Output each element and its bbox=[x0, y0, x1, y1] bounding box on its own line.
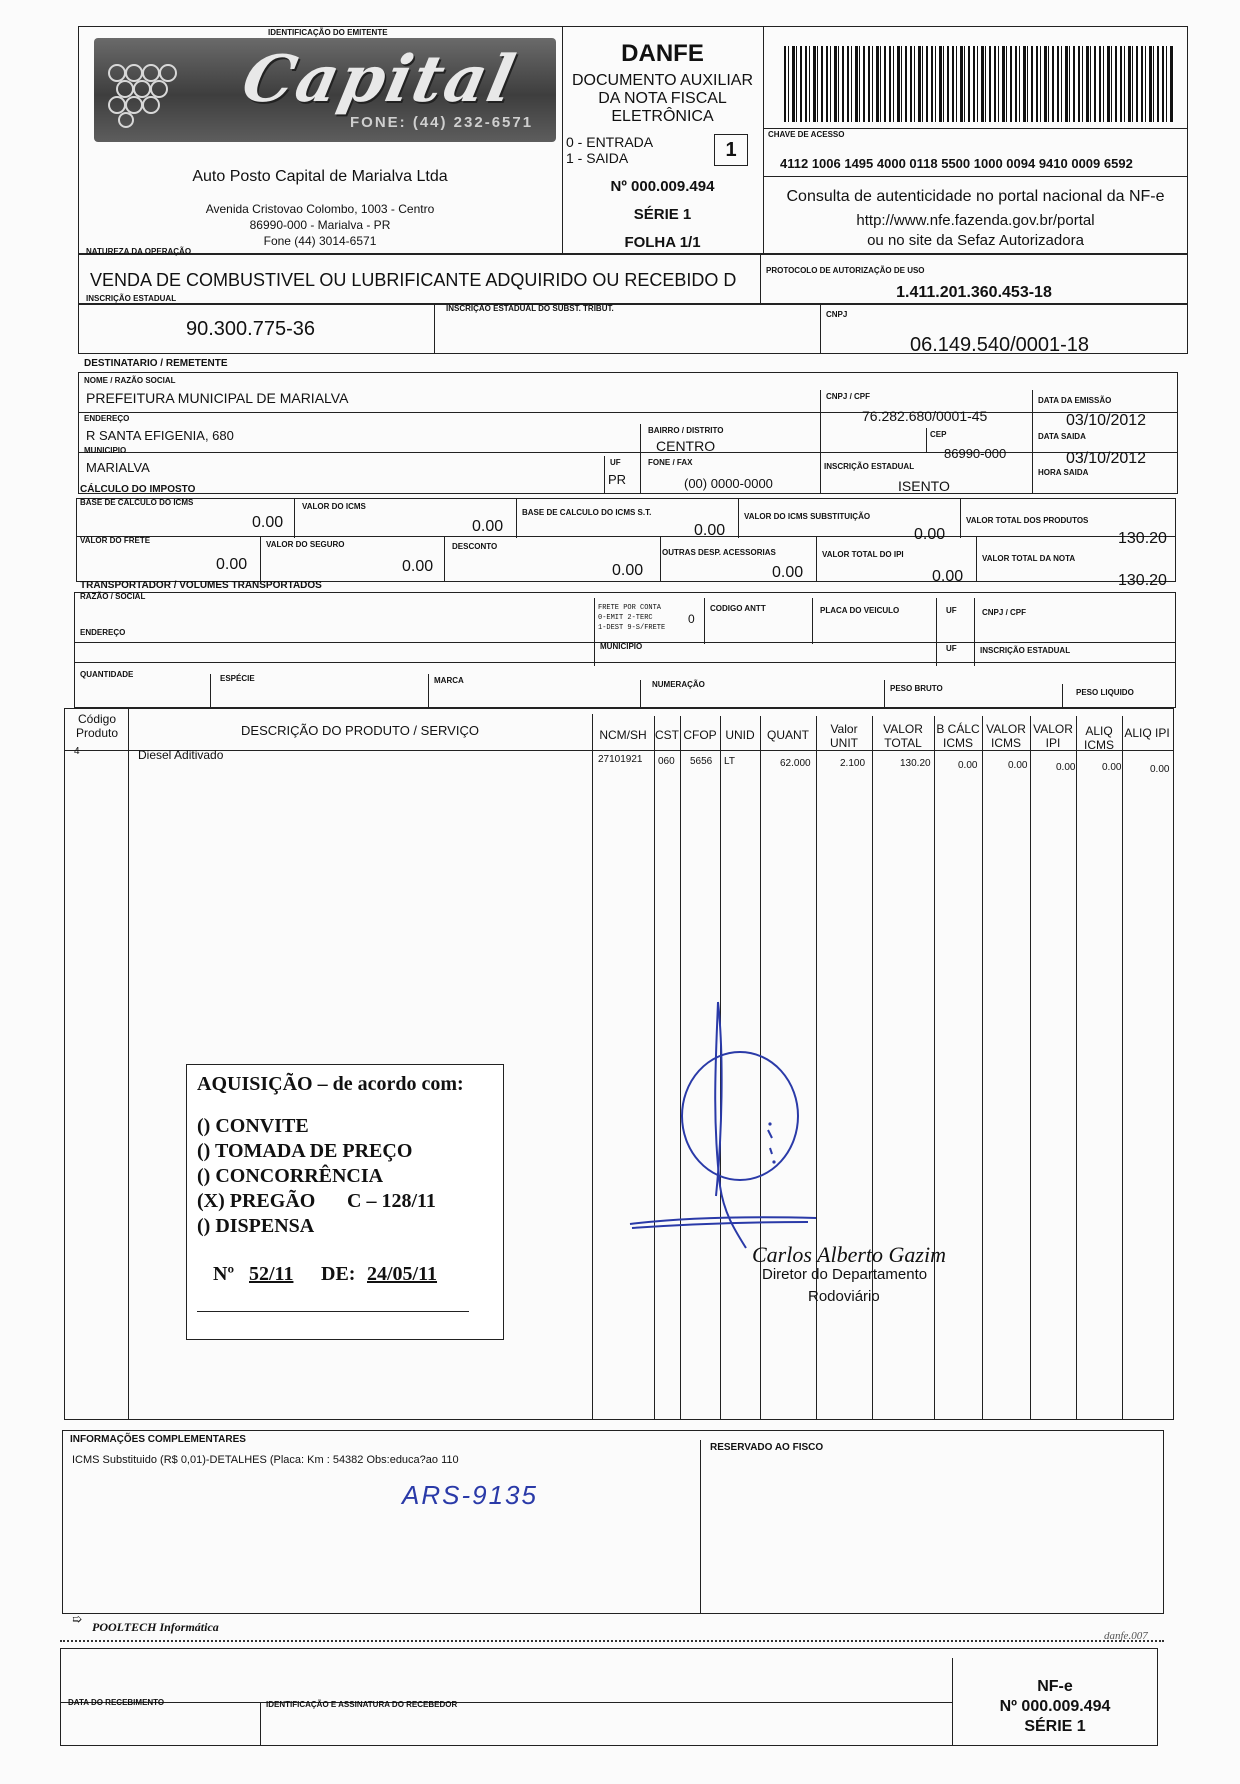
col-cfop: CFOP bbox=[683, 728, 717, 742]
dest-uf-label: UF bbox=[610, 458, 621, 467]
row-bcalc-icms: 0.00 bbox=[958, 760, 978, 771]
col-unid: UNID bbox=[725, 728, 755, 742]
danfe-entrada: 0 - ENTRADA bbox=[566, 134, 654, 150]
emit-cnpj-value: 06.149.540/0001-18 bbox=[910, 334, 1090, 356]
frete: 0.00 bbox=[216, 556, 248, 573]
chave-label: CHAVE DE ACESSO bbox=[768, 130, 845, 139]
ie-value: 90.300.775-36 bbox=[186, 318, 316, 340]
handwritten-plate: ARS-9135 bbox=[402, 1480, 538, 1510]
arrow-icon: ➯ bbox=[72, 1612, 83, 1626]
ie-label: INSCRIÇÃO ESTADUAL bbox=[86, 294, 177, 303]
marca-label: MARCA bbox=[434, 676, 464, 685]
frete-label: VALOR DO FRETE bbox=[80, 536, 151, 545]
dest-saida-label: DATA SAIDA bbox=[1038, 432, 1086, 441]
row-ncm: 27101921 bbox=[598, 754, 643, 765]
danfe-subtitle3: ELETRÔNICA bbox=[611, 108, 714, 125]
dest-ie-label: INSCRIÇÃO ESTADUAL bbox=[824, 462, 915, 471]
row-descricao: Diesel Aditivado bbox=[138, 748, 224, 762]
numeracao-label: NUMERAÇÃO bbox=[652, 680, 705, 689]
form-id: danfe.007 bbox=[1104, 1630, 1148, 1642]
imposto-section-label: CÁLCULO DO IMPOSTO bbox=[80, 484, 196, 495]
col-quant: QUANT bbox=[767, 728, 809, 742]
danfe-subtitle2: DA NOTA FISCAL bbox=[598, 90, 727, 107]
stamp-option-concorrencia: () CONCORRÊNCIA bbox=[197, 1165, 384, 1187]
stamp-data-prefix: DE: bbox=[321, 1263, 356, 1285]
seguro-label: VALOR DO SEGURO bbox=[266, 540, 345, 549]
col-ncm: NCM/SH bbox=[599, 728, 647, 742]
grape-icon bbox=[102, 58, 192, 128]
signature bbox=[620, 996, 820, 1256]
base-st-label: BASE DE CALCULO DO ICMS S.T. bbox=[522, 508, 652, 517]
col-bcalc-icms: B CÁLC ICMS bbox=[936, 722, 980, 750]
row-cst: 060 bbox=[658, 756, 675, 767]
stamp-option-dispensa: () DISPENSA bbox=[197, 1215, 315, 1237]
col-valor-unit: Valor UNIT bbox=[830, 722, 858, 750]
col-descricao: DESCRIÇÃO DO PRODUTO / SERVIÇO bbox=[241, 723, 479, 738]
antt-label: CODIGO ANTT bbox=[710, 604, 766, 613]
outras-label: OUTRAS DESP. ACESSORIAS bbox=[662, 548, 776, 557]
transp-endereco-label: ENDEREÇO bbox=[80, 628, 126, 637]
complementares-label: INFORMAÇÕES COMPLEMENTARES bbox=[70, 1434, 246, 1445]
col-aliq-ipi: ALIQ IPI bbox=[1124, 726, 1170, 740]
transp-cnpj-label: CNPJ / CPF bbox=[982, 608, 1027, 617]
col-valor-icms: VALOR ICMS bbox=[986, 722, 1026, 750]
consulta-line1: Consulta de autenticidade no portal nacional da NF-e bbox=[786, 188, 1165, 205]
stamp-pregao-ref: C – 128/11 bbox=[347, 1190, 436, 1212]
aquisicao-stamp bbox=[186, 1064, 504, 1340]
stamp-option-tomada: () TOMADA DE PREÇO bbox=[197, 1140, 413, 1162]
outras: 0.00 bbox=[772, 564, 804, 581]
dest-municipio-label: MUNICIPIO bbox=[84, 446, 127, 455]
dest-nome: PREFEITURA MUNICIPAL DE MARIALVA bbox=[86, 390, 349, 406]
row-cfop: 5656 bbox=[690, 756, 713, 767]
protocolo-label: PROTOCOLO DE AUTORIZAÇÃO DE USO bbox=[766, 266, 925, 275]
fisco-label: RESERVADO AO FISCO bbox=[710, 1442, 824, 1453]
dest-emissao-label: DATA DA EMISSÃO bbox=[1038, 396, 1112, 405]
natureza-value: VENDA DE COMBUSTIVEL OU LUBRIFICANTE ADQUIRIDO OU RECEBIDO D bbox=[90, 270, 737, 290]
emitente-section-label: IDENTIFICAÇÃO DO EMITENTE bbox=[268, 28, 388, 37]
natureza-label: NATUREZA DA OPERAÇÃO bbox=[86, 247, 192, 256]
dest-nome-label: NOME / RAZÃO SOCIAL bbox=[84, 376, 176, 385]
valor-st-label: VALOR DO ICMS SUBSTITUIÇÃO bbox=[744, 512, 871, 521]
dest-municipio: MARIALVA bbox=[86, 460, 150, 475]
footer-nfe: NF-e bbox=[1037, 1678, 1073, 1695]
row-valor-ipi: 0.00 bbox=[1056, 762, 1076, 773]
consulta-line3: ou no site da Sefaz Autorizadora bbox=[867, 232, 1084, 249]
software-credit: POOLTECH Informática bbox=[92, 1620, 219, 1634]
company-logo bbox=[94, 38, 556, 142]
emitente-address1: Avenida Cristovao Colombo, 1003 - Centro bbox=[205, 202, 435, 216]
dest-endereco-label: ENDEREÇO bbox=[84, 414, 130, 423]
col-cst: CST bbox=[655, 728, 679, 742]
identificacao-label: IDENTIFICAÇÃO E ASSINATURA DO RECEBEDOR bbox=[266, 1700, 458, 1709]
frete-por-conta-l1: FRETE POR CONTA bbox=[598, 604, 662, 612]
peso-liquido-label: PESO LIQUIDO bbox=[1076, 688, 1134, 697]
transp-municipio-label: MUNICIPIO bbox=[600, 642, 643, 651]
dest-ie: ISENTO bbox=[898, 478, 950, 494]
dest-uf: PR bbox=[608, 472, 627, 487]
signatory-role2: Rodoviário bbox=[808, 1288, 880, 1305]
dest-section-label: DESTINATARIO / REMETENTE bbox=[84, 358, 228, 369]
total-prod: 130.20 bbox=[1118, 530, 1167, 547]
recebimento-label: DATA DO RECEBIMENTO bbox=[68, 1698, 165, 1707]
dest-emissao: 03/10/2012 bbox=[1066, 412, 1147, 429]
razao-label: RAZÃO / SOCIAL bbox=[80, 592, 146, 601]
frete-por-conta-value: 0 bbox=[688, 612, 695, 626]
ipi-label: VALOR TOTAL DO IPI bbox=[822, 550, 904, 559]
base-icms: 0.00 bbox=[252, 514, 284, 531]
emitente-phone: Fone (44) 3014-6571 bbox=[263, 234, 377, 248]
dest-cnpj-label: CNPJ / CPF bbox=[826, 392, 871, 401]
row-codigo: 4 bbox=[74, 746, 80, 757]
stamp-numero-prefix: Nº bbox=[213, 1263, 235, 1285]
stamp-option-pregao: (X) PREGÃO bbox=[197, 1190, 316, 1212]
row-unid: LT bbox=[724, 756, 735, 767]
danfe-subtitle1: DOCUMENTO AUXILIAR bbox=[571, 72, 754, 89]
dest-bairro-label: BAIRRO / DISTRITO bbox=[648, 426, 724, 435]
transp-uf-label: UF bbox=[946, 606, 957, 615]
cut-line bbox=[60, 1640, 1164, 1642]
danfe-folha: FOLHA 1/1 bbox=[624, 234, 701, 251]
base-st: 0.00 bbox=[694, 522, 726, 539]
footer-numero: Nº 000.009.494 bbox=[999, 1698, 1111, 1715]
dest-fone: (00) 0000-0000 bbox=[684, 476, 773, 491]
danfe-title: DANFE bbox=[621, 40, 704, 67]
dest-hora-label: HORA SAIDA bbox=[1038, 468, 1089, 477]
stamp-title: AQUISIÇÃO – de acordo com: bbox=[197, 1073, 464, 1095]
emitente-name: Auto Posto Capital de Marialva Ltda bbox=[192, 168, 448, 185]
logo-text: Capital bbox=[236, 42, 523, 117]
col-aliq-icms: ALIQ ICMS bbox=[1084, 724, 1114, 752]
row-valor-icms: 0.00 bbox=[1008, 760, 1028, 771]
col-codigo: Código Produto bbox=[75, 712, 119, 740]
logo-phone: FONE: (44) 232-6571 bbox=[350, 114, 534, 131]
valor-icms: 0.00 bbox=[472, 518, 504, 535]
danfe-numero: Nº 000.009.494 bbox=[610, 178, 715, 195]
footer-serie: SÉRIE 1 bbox=[1024, 1718, 1086, 1735]
placa-label: PLACA DO VEICULO bbox=[820, 606, 900, 615]
seguro: 0.00 bbox=[402, 558, 434, 575]
transporte-section-label: TRANSPORTADOR / VOLUMES TRANSPORTADOS bbox=[80, 580, 322, 591]
ipi: 0.00 bbox=[932, 568, 964, 585]
col-valor-ipi: VALOR IPI bbox=[1033, 722, 1073, 750]
especie-label: ESPÉCIE bbox=[220, 674, 255, 683]
danfe-tipo-box bbox=[714, 134, 748, 166]
danfe-serie: SÉRIE 1 bbox=[633, 206, 692, 223]
iest-label: INSCRIÇÃO ESTADUAL DO SUBST. TRIBUT. bbox=[446, 304, 614, 313]
dest-saida: 03/10/2012 bbox=[1066, 450, 1147, 467]
peso-bruto-label: PESO BRUTO bbox=[890, 684, 943, 693]
stamp-option-convite: () CONVITE bbox=[197, 1115, 309, 1137]
stamp-data: 24/05/11 bbox=[367, 1263, 438, 1285]
quantidade-label: QUANTIDADE bbox=[80, 670, 134, 679]
dest-endereco: R SANTA EFIGENIA, 680 bbox=[86, 428, 234, 443]
row-aliq-ipi: 0.00 bbox=[1150, 764, 1170, 775]
emitente-address2: 86990-000 - Marialva - PR bbox=[249, 218, 391, 232]
row-valor-unit: 2.100 bbox=[840, 758, 866, 769]
dest-cep-label: CEP bbox=[930, 430, 947, 439]
total-nota: 130.20 bbox=[1118, 572, 1167, 589]
col-valor-total: VALOR TOTAL bbox=[883, 722, 923, 750]
desconto: 0.00 bbox=[612, 562, 644, 579]
total-nota-label: VALOR TOTAL DA NOTA bbox=[982, 554, 1076, 563]
consulta-line2: http://www.nfe.fazenda.gov.br/portal bbox=[856, 212, 1095, 229]
transp-uf2-label: UF bbox=[946, 644, 957, 653]
dest-bairro: CENTRO bbox=[656, 438, 716, 454]
chave-value: 4112 1006 1495 4000 0118 5500 1000 0094 9410 0009 6592 bbox=[780, 156, 1133, 171]
valor-st: 0.00 bbox=[914, 526, 946, 543]
frete-por-conta-l2: 0-EMIT 2-TERC bbox=[598, 614, 653, 622]
protocolo-value: 1.411.201.360.453-18 bbox=[896, 284, 1052, 301]
signatory-role1: Diretor do Departamento bbox=[762, 1266, 928, 1283]
danfe-saida: 1 - SAIDA bbox=[566, 150, 629, 166]
dest-cep: 86990-000 bbox=[944, 446, 1007, 461]
dest-cnpj: 76.282.680/0001-45 bbox=[862, 408, 988, 424]
row-valor-total: 130.20 bbox=[900, 758, 931, 769]
row-aliq-icms: 0.00 bbox=[1102, 762, 1122, 773]
barcode bbox=[784, 46, 1174, 122]
danfe-tipo: 1 bbox=[725, 139, 737, 161]
desconto-label: DESCONTO bbox=[452, 542, 498, 551]
row-quant: 62.000 bbox=[780, 758, 811, 769]
base-icms-label: BASE DE CALCULO DO ICMS bbox=[80, 498, 194, 507]
dest-fone-label: FONE / FAX bbox=[648, 458, 693, 467]
signatory-name: Carlos Alberto Gazim bbox=[752, 1242, 946, 1267]
stamp-numero: 52/11 bbox=[249, 1263, 294, 1285]
valor-icms-label: VALOR DO ICMS bbox=[302, 502, 366, 511]
emit-cnpj-label: CNPJ bbox=[826, 310, 848, 319]
frete-por-conta-l3: 1-DEST 9-S/FRETE bbox=[598, 624, 666, 632]
transp-ie-label: INSCRIÇÃO ESTADUAL bbox=[980, 646, 1071, 655]
total-prod-label: VALOR TOTAL DOS PRODUTOS bbox=[966, 516, 1089, 525]
complementares-text: ICMS Substituido (R$ 0,01)-DETALHES (Placa: Km : 54382 Obs:educa?ao 110 bbox=[72, 1454, 459, 1466]
